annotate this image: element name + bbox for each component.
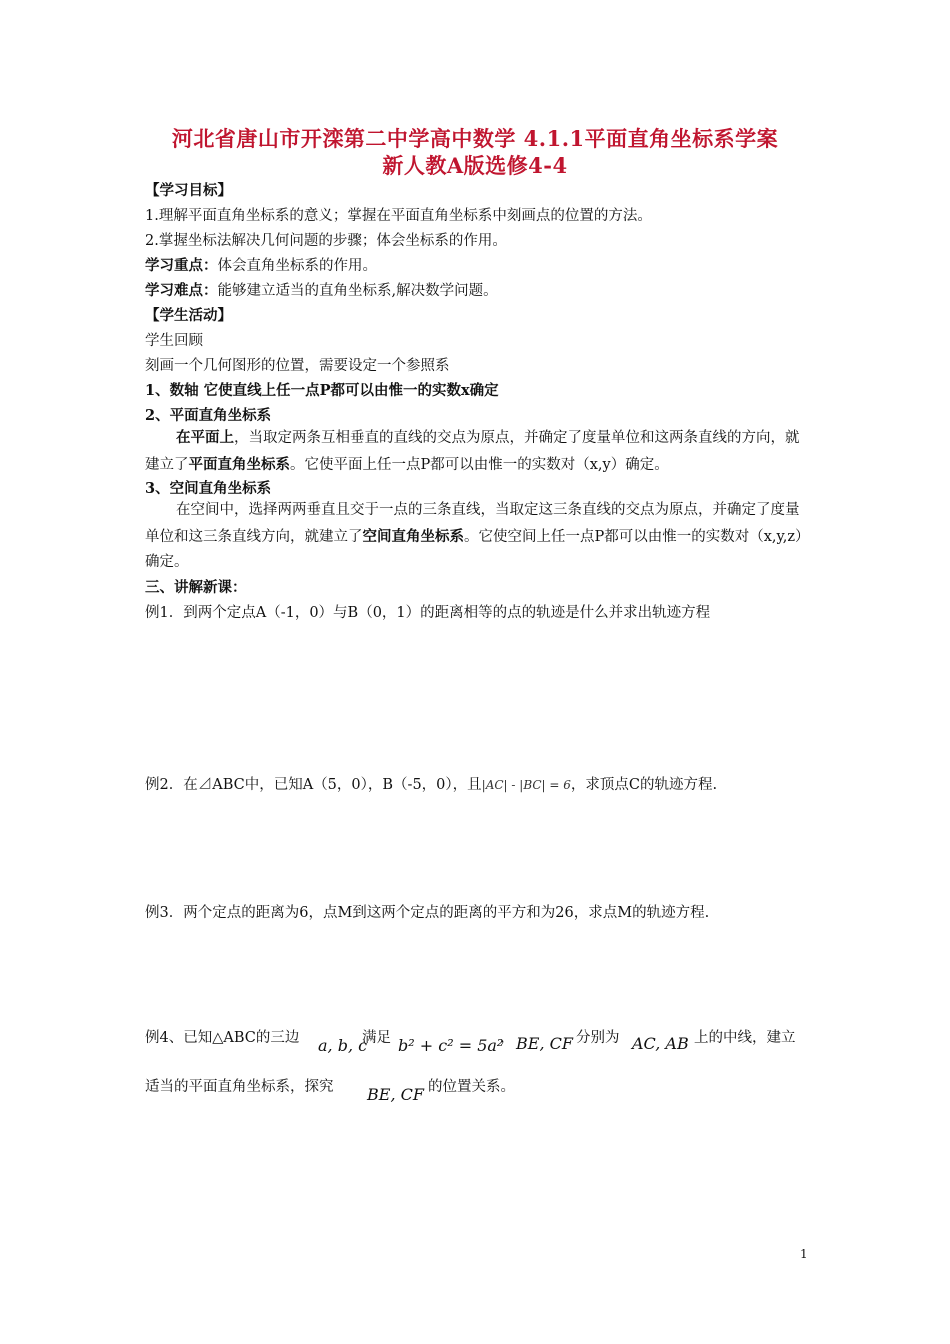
space-bold: 空间直角坐标系 xyxy=(362,527,464,545)
example-1: 例1．到两个定点A（-1，0）与B（0，1）的距离相等的点的轨迹是什么并求出轨迹方程 xyxy=(145,605,711,621)
difficulty-label: 学习难点： xyxy=(145,282,218,299)
example-4-math-condition: b² + c² = 5a² xyxy=(398,1036,504,1055)
example-4-text-f: 适当的平面直角坐标系，探究 xyxy=(145,1079,334,1095)
example-4-text-d: 分别为 xyxy=(576,1030,620,1046)
example-3: 例3．两个定点的距离为6，点M到这两个定点的距离的平方和为26，求点M的轨迹方程. xyxy=(145,905,710,921)
section-plane-coordinates-heading: 2、平面直角坐标系 xyxy=(145,407,272,424)
example-4-math-abc: a, b, c xyxy=(318,1036,368,1055)
key-point xyxy=(145,254,377,275)
difficulty-text: 能够建立适当的直角坐标系,解决数学问题。 xyxy=(217,283,498,299)
space-text-1: 在空间中，选择两两垂直且交于一点的三条直线，当取定这三条直线的交点为原点，并确定了度量单位和这三条直线方向，就建立了 xyxy=(145,502,800,545)
example-2-text-pre: 例2．在⊿ABC中，已知A（5，0），B（-5，0），且 xyxy=(145,777,482,793)
example-2 xyxy=(145,773,717,794)
activity-intro: 刻画一个几何图形的位置，需要设定一个参照系 xyxy=(145,358,450,374)
space-text-2: 。它使空间上任一点P都可以由惟一的实数对（x,y,z）确定。 xyxy=(145,528,810,570)
example-4-math-ac-ab: AC, AB xyxy=(632,1034,689,1053)
section-space-coordinates-text xyxy=(145,498,813,576)
key-point-label: 学习重点： xyxy=(145,257,218,274)
example-4-text-e: 上的中线，建立 xyxy=(694,1030,796,1046)
difficulty-point xyxy=(145,279,498,300)
key-point-text: 体会直角坐标系的作用。 xyxy=(217,258,377,274)
page-number: 1 xyxy=(800,1247,808,1261)
lesson-heading: 三、讲解新课： xyxy=(145,579,247,596)
document-title-line1: 河北省唐山市开滦第二中学高中数学 4.1.1平面直角坐标系学案 xyxy=(171,126,779,151)
activity-heading: 【学生活动】 xyxy=(145,307,232,324)
example-4-text-b: 满足 xyxy=(362,1030,391,1046)
plane-bold-1: 在平面上 xyxy=(176,429,234,446)
plane-text-1: ，当取定两条互相垂直的直线的交点为原点，并确定了度量单位和这两条直线的方向，就建立了 xyxy=(145,430,800,473)
example-2-text-post: ，求顶点C的轨迹方程. xyxy=(570,777,718,793)
example-2-formula: |AC| - |BC| = 6 xyxy=(481,778,571,792)
example-4-text-g: 的位置关系。 xyxy=(428,1079,515,1095)
plane-text-2: 。它使平面上任一点P都可以由惟一的实数对（x,y）确定。 xyxy=(290,456,669,473)
activity-review: 学生回顾 xyxy=(145,333,203,349)
example-4-text-c: ， xyxy=(500,1030,515,1046)
example-4-text-a: 例4、已知△ABC的三边 xyxy=(145,1030,300,1046)
section-space-coordinates-heading: 3、空间直角坐标系 xyxy=(145,480,272,497)
objective-item-1: 1.理解平面直角坐标系的意义；掌握在平面直角坐标系中刻画点的位置的方法。 xyxy=(145,208,652,224)
objective-item-2: 2.掌握坐标法解决几何问题的步骤；体会坐标系的作用。 xyxy=(145,233,507,249)
section-number-line: 1、数轴 它使直线上任一点P都可以由惟一的实数x确定 xyxy=(145,382,499,399)
example-4-math-be-cf: BE, CF xyxy=(516,1034,573,1053)
objectives-heading: 【学习目标】 xyxy=(145,182,232,199)
section-plane-coordinates-text xyxy=(145,425,813,478)
example-4-math-be-cf-2: BE, CF xyxy=(367,1085,424,1104)
plane-bold-2: 平面直角坐标系 xyxy=(188,455,290,473)
document-title-line2: 新人教A版选修4-4 xyxy=(382,153,568,178)
